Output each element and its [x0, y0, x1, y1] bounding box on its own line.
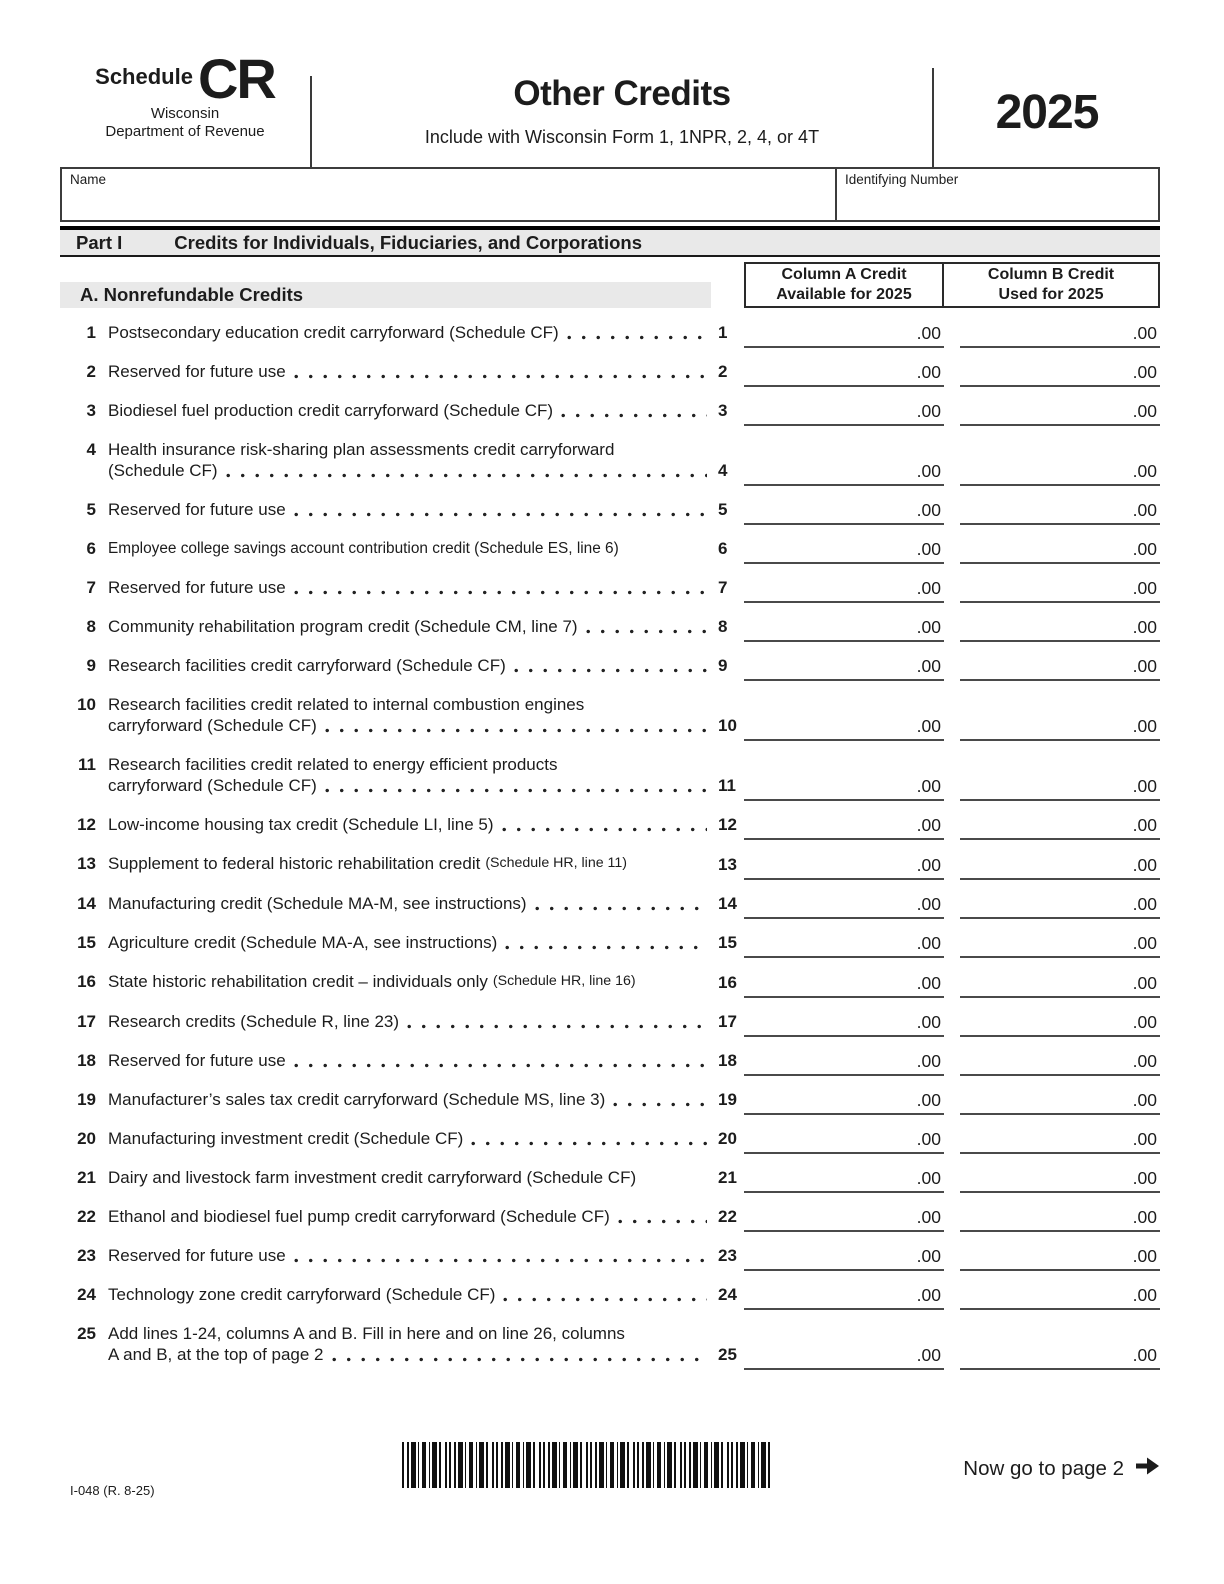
line-22-col-a-field[interactable]: .00 [744, 1207, 944, 1232]
form-footer [60, 1442, 1160, 1498]
line-number-left: 19 [77, 1090, 96, 1109]
credit-label-lastline: Technology zone credit carryforward (Schedule CF) [108, 1284, 711, 1305]
credit-row-23 [60, 1245, 1160, 1271]
form-subtitle: Include with Wisconsin Form 1, 1NPR, 2, 4, or 4T [424, 127, 820, 147]
line-21-col-a-field[interactable]: .00 [744, 1168, 944, 1193]
line-number-right: 17 [718, 1012, 737, 1031]
line-number-left: 9 [86, 656, 96, 675]
identity-row [60, 167, 1160, 222]
line-14-col-b-field[interactable]: .00 [960, 894, 1160, 919]
credit-label-lastline: Manufacturing investment credit (Schedule CF) [108, 1128, 711, 1149]
title-block [312, 52, 932, 167]
line-25-col-a-field[interactable]: .00 [744, 1345, 944, 1370]
credit-label-lastline: Reserved for future use [108, 499, 711, 520]
column-a-header [744, 262, 944, 308]
line-5-col-b-field[interactable]: .00 [960, 500, 1160, 525]
credit-row-5 [60, 499, 1160, 525]
line-16-col-a-field[interactable]: .00 [744, 973, 944, 998]
dot-leader [471, 1141, 707, 1146]
dot-leader [503, 1297, 707, 1302]
dot-leader [294, 1063, 707, 1068]
line-2-col-a-field[interactable]: .00 [744, 362, 944, 387]
line-24-col-a-field[interactable]: .00 [744, 1285, 944, 1310]
line-number-right: 22 [718, 1207, 737, 1226]
credit-label [108, 1245, 711, 1271]
credit-label-lastline: carryforward (Schedule CF) [108, 775, 711, 796]
credit-label-lastline: Agriculture credit (Schedule MA-A, see instructions) [108, 932, 711, 953]
line-number-left: 12 [77, 815, 96, 834]
line-1-col-b-field[interactable]: .00 [960, 323, 1160, 348]
line-7-col-a-field[interactable]: .00 [744, 578, 944, 603]
credit-row-12 [60, 814, 1160, 840]
credit-label [108, 655, 711, 681]
credit-row-13 [60, 853, 1160, 880]
credit-label [108, 754, 711, 801]
line-1-col-a-field[interactable]: .00 [744, 323, 944, 348]
line-14-col-a-field[interactable]: .00 [744, 894, 944, 919]
credit-label [108, 853, 711, 880]
credit-row-18 [60, 1050, 1160, 1076]
line-number-right: 15 [718, 933, 737, 952]
line-4-col-a-field[interactable]: .00 [744, 461, 944, 486]
credit-label-lastline: Manufacturing credit (Schedule MA-M, see instructions) [108, 893, 711, 914]
line-number-right: 25 [718, 1345, 737, 1364]
credit-label [108, 1323, 711, 1370]
line-22-col-b-field[interactable]: .00 [960, 1207, 1160, 1232]
line-number-right: 5 [718, 500, 728, 519]
line-6-col-b-field[interactable]: .00 [960, 539, 1160, 564]
credit-label [108, 1050, 711, 1076]
line-12-col-b-field[interactable]: .00 [960, 815, 1160, 840]
credit-row-3 [60, 400, 1160, 426]
line-number-right: 18 [718, 1051, 737, 1070]
credit-row-1 [60, 322, 1160, 348]
credit-label-lastline: Biodiesel fuel production credit carryforward (Schedule CF) [108, 400, 711, 421]
dot-leader [561, 413, 707, 418]
line-number-left: 2 [86, 362, 96, 381]
line-24-col-b-field[interactable]: .00 [960, 1285, 1160, 1310]
line-11-col-b-field[interactable]: .00 [960, 776, 1160, 801]
line-17-col-b-field[interactable]: .00 [960, 1012, 1160, 1037]
credit-row-9 [60, 655, 1160, 681]
column-b-header [944, 262, 1160, 308]
agency-line-2: Department of Revenue [105, 122, 265, 140]
credit-label [108, 616, 711, 642]
credit-row-14 [60, 893, 1160, 919]
line-number-left: 6 [86, 539, 96, 558]
line-number-right: 19 [718, 1090, 737, 1109]
dot-leader [618, 1219, 707, 1224]
credit-row-4 [60, 439, 1160, 486]
credit-label-lastline: Low-income housing tax credit (Schedule LI, line 5) [108, 814, 711, 835]
line-number-left: 14 [77, 894, 96, 913]
credit-label [108, 971, 711, 998]
line-10-col-a-field[interactable]: .00 [744, 716, 944, 741]
barcode [402, 1442, 774, 1488]
line-number-left: 13 [77, 854, 96, 873]
dot-leader [325, 788, 707, 793]
credit-row-15 [60, 932, 1160, 958]
line-number-left: 5 [86, 500, 96, 519]
credit-label-lastline: Reserved for future use [108, 361, 711, 382]
line-17-col-a-field[interactable]: .00 [744, 1012, 944, 1037]
schedule-label: Schedule [95, 64, 193, 89]
line-8-col-a-field[interactable]: .00 [744, 617, 944, 642]
line-number-left: 25 [77, 1324, 96, 1343]
line-9-col-b-field[interactable]: .00 [960, 656, 1160, 681]
line-7-col-b-field[interactable]: .00 [960, 578, 1160, 603]
credit-label [108, 814, 711, 840]
line-19-col-a-field[interactable]: .00 [744, 1090, 944, 1115]
line-3-col-b-field[interactable]: .00 [960, 401, 1160, 426]
line-20-col-a-field[interactable]: .00 [744, 1129, 944, 1154]
credit-label-lastline: Manufacturer’s sales tax credit carryforward (Schedule MS, line 3) [108, 1089, 711, 1110]
credit-row-16 [60, 971, 1160, 998]
line-number-right: 21 [718, 1168, 737, 1187]
page-title: Other Credits [513, 74, 731, 113]
credit-row-10 [60, 694, 1160, 741]
line-number-right: 1 [718, 323, 728, 342]
line-5-col-a-field[interactable]: .00 [744, 500, 944, 525]
line-number-right: 8 [718, 617, 728, 636]
line-20-col-b-field[interactable]: .00 [960, 1129, 1160, 1154]
line-10-col-b-field[interactable]: .00 [960, 716, 1160, 741]
dot-leader [294, 590, 707, 595]
dot-leader [502, 827, 707, 832]
credit-label-lastline: Community rehabilitation program credit (Schedule CM, line 7) [108, 616, 711, 637]
credit-row-11 [60, 754, 1160, 801]
line-number-right: 3 [718, 401, 728, 420]
agency-line-1: Wisconsin [150, 105, 220, 123]
credit-label [108, 694, 711, 741]
credit-label [108, 361, 711, 387]
credit-label [108, 1011, 711, 1037]
credit-label [108, 1284, 711, 1310]
credit-label [108, 932, 711, 958]
credit-label [108, 400, 711, 426]
line-number-right: 14 [718, 894, 737, 913]
credit-label-lastline: Employee college savings account contribution credit (Schedule ES, line 6) [108, 540, 619, 557]
credit-label-lastline: Ethanol and biodiesel fuel pump credit carryforward (Schedule CF) [108, 1206, 711, 1227]
credit-label-lastline: Dairy and livestock farm investment credit carryforward (Schedule CF) [108, 1168, 637, 1187]
part1-label: Part I [76, 231, 123, 253]
line-15-col-a-field[interactable]: .00 [744, 933, 944, 958]
credit-row-25 [60, 1323, 1160, 1370]
name-input[interactable] [70, 187, 827, 217]
column-a-header-line1: Column A Credit [781, 266, 907, 283]
line-number-right: 2 [718, 362, 728, 381]
line-number-left: 4 [86, 440, 96, 459]
line-number-left: 15 [77, 933, 96, 952]
credit-row-7 [60, 577, 1160, 603]
agency-brand [60, 47, 310, 167]
credit-label [108, 1128, 711, 1154]
credit-label [108, 893, 711, 919]
credit-label-line1: Health insurance risk-sharing plan assessments credit carryforward [108, 440, 615, 459]
line-3-col-a-field[interactable]: .00 [744, 401, 944, 426]
credit-row-17 [60, 1011, 1160, 1037]
arrow-right-icon [1135, 1456, 1160, 1482]
dot-leader [613, 1102, 707, 1107]
dot-leader [586, 629, 707, 634]
line-number-left: 17 [77, 1012, 96, 1031]
dot-leader [535, 906, 707, 911]
dot-leader [325, 728, 707, 733]
credit-label-line1: Research facilities credit related to internal combustion engines [108, 695, 585, 714]
line-16-col-b-field[interactable]: .00 [960, 973, 1160, 998]
line-number-right: 12 [718, 815, 737, 834]
credit-label [108, 1206, 711, 1232]
credit-label [108, 1089, 711, 1115]
column-a-header-line2: Available for 2025 [776, 286, 912, 303]
line-number-right: 10 [718, 716, 737, 735]
line-number-left: 20 [77, 1129, 96, 1148]
credit-row-8 [60, 616, 1160, 642]
part1-title: Credits for Individuals, Fiduciaries, and Corporations [174, 231, 642, 253]
line-number-left: 22 [77, 1207, 96, 1226]
line-number-right: 23 [718, 1246, 737, 1265]
line-number-right: 24 [718, 1285, 737, 1304]
dot-leader [514, 668, 707, 673]
line-number-left: 3 [86, 401, 96, 420]
identifying-number-label: Identifying Number [845, 172, 959, 187]
credit-label-lastline: (Schedule CF) [108, 460, 711, 481]
credit-row-21 [60, 1167, 1160, 1193]
line-18-col-b-field[interactable]: .00 [960, 1051, 1160, 1076]
line-number-right: 16 [718, 973, 737, 992]
line-21-col-b-field[interactable]: .00 [960, 1168, 1160, 1193]
line-number-left: 1 [86, 323, 96, 342]
line-23-col-a-field[interactable]: .00 [744, 1246, 944, 1271]
dot-leader [407, 1024, 707, 1029]
line-number-left: 18 [77, 1051, 96, 1070]
line-number-left: 24 [77, 1285, 96, 1304]
identifying-number-box [835, 169, 1158, 220]
credit-label-line1: Research facilities credit related to energy efficient products [108, 755, 558, 774]
line-number-right: 6 [718, 539, 728, 558]
column-b-header-line2: Used for 2025 [998, 286, 1104, 303]
line-number-left: 10 [77, 695, 96, 714]
line-2-col-b-field[interactable]: .00 [960, 362, 1160, 387]
line-6-col-a-field[interactable]: .00 [744, 539, 944, 564]
line-23-col-b-field[interactable]: .00 [960, 1246, 1160, 1271]
tax-year: 2025 [995, 86, 1099, 139]
credit-row-20 [60, 1128, 1160, 1154]
dot-leader [294, 374, 707, 379]
line-number-right: 11 [718, 776, 736, 795]
credit-label-lastline: A and B, at the top of page 2 [108, 1344, 711, 1365]
credit-label [108, 577, 711, 603]
identifying-number-input[interactable] [845, 187, 1150, 217]
line-13-col-b-field[interactable]: .00 [960, 855, 1160, 880]
line-number-right: 20 [718, 1129, 737, 1148]
credit-row-22 [60, 1206, 1160, 1232]
next-page-label: Now go to page 2 [963, 1457, 1124, 1480]
name-box [62, 169, 835, 220]
line-11-col-a-field[interactable]: .00 [744, 776, 944, 801]
line-number-left: 21 [77, 1168, 96, 1187]
credit-label [108, 538, 711, 564]
credit-row-2 [60, 361, 1160, 387]
section-a-title: A. Nonrefundable Credits [60, 282, 711, 308]
line-number-left: 11 [78, 755, 96, 774]
column-header-band [60, 262, 1160, 308]
line-number-left: 7 [86, 578, 96, 597]
credits-rows [60, 322, 1160, 1370]
credit-row-6 [60, 538, 1160, 564]
line-number-right: 9 [718, 656, 728, 675]
line-13-col-a-field[interactable]: .00 [744, 855, 944, 880]
credit-label-lastline: Reserved for future use [108, 577, 711, 598]
column-b-header-line1: Column B Credit [987, 266, 1115, 283]
schedule-code: CR [197, 47, 275, 110]
credit-row-19 [60, 1089, 1160, 1115]
next-page-note [963, 1456, 1160, 1482]
line-number-right: 4 [718, 461, 728, 480]
line-8-col-b-field[interactable]: .00 [960, 617, 1160, 642]
credit-label-lastline: carryforward (Schedule CF) [108, 715, 711, 736]
dot-leader [332, 1357, 707, 1362]
credit-label-lastline: Postsecondary education credit carryforward (Schedule CF) [108, 322, 711, 343]
credit-label-lastline: Research facilities credit carryforward (Schedule CF) [108, 655, 711, 676]
line-number-left: 23 [77, 1246, 96, 1265]
part1-header [60, 226, 1160, 257]
credit-label-lastline: Research credits (Schedule R, line 23) [108, 1011, 711, 1032]
line-number-right: 13 [718, 855, 737, 874]
line-number-right: 7 [718, 578, 728, 597]
line-18-col-a-field[interactable]: .00 [744, 1051, 944, 1076]
dot-leader [294, 1258, 707, 1263]
line-12-col-a-field[interactable]: .00 [744, 815, 944, 840]
credit-label-lastline: Supplement to federal historic rehabilitation credit (Schedule HR, line 11) [108, 854, 628, 873]
credit-label [108, 439, 711, 486]
credit-row-24 [60, 1284, 1160, 1310]
credit-label [108, 322, 711, 348]
line-9-col-a-field[interactable]: .00 [744, 656, 944, 681]
line-4-col-b-field[interactable]: .00 [960, 461, 1160, 486]
credit-label-lastline: Reserved for future use [108, 1050, 711, 1071]
name-label: Name [70, 172, 107, 187]
line-number-left: 16 [77, 972, 96, 991]
dot-leader [294, 512, 707, 517]
credit-label [108, 499, 711, 525]
line-number-left: 8 [86, 617, 96, 636]
dot-leader [567, 335, 707, 340]
dot-leader [505, 945, 707, 950]
credit-label-lastline: Reserved for future use [108, 1245, 711, 1266]
line-25-col-b-field[interactable]: .00 [960, 1345, 1160, 1370]
credit-label-line1: Add lines 1-24, columns A and B. Fill in here and on line 26, columns [108, 1324, 625, 1343]
dot-leader [226, 473, 707, 478]
credit-label [108, 1167, 711, 1193]
form-header [60, 47, 1160, 167]
credit-label-lastline: State historic rehabilitation credit – individuals only (Schedule HR, line 16) [108, 972, 636, 991]
form-code: I-048 (R. 8-25) [70, 1483, 155, 1498]
line-19-col-b-field[interactable]: .00 [960, 1090, 1160, 1115]
schedule-name [60, 47, 310, 110]
line-15-col-b-field[interactable]: .00 [960, 933, 1160, 958]
